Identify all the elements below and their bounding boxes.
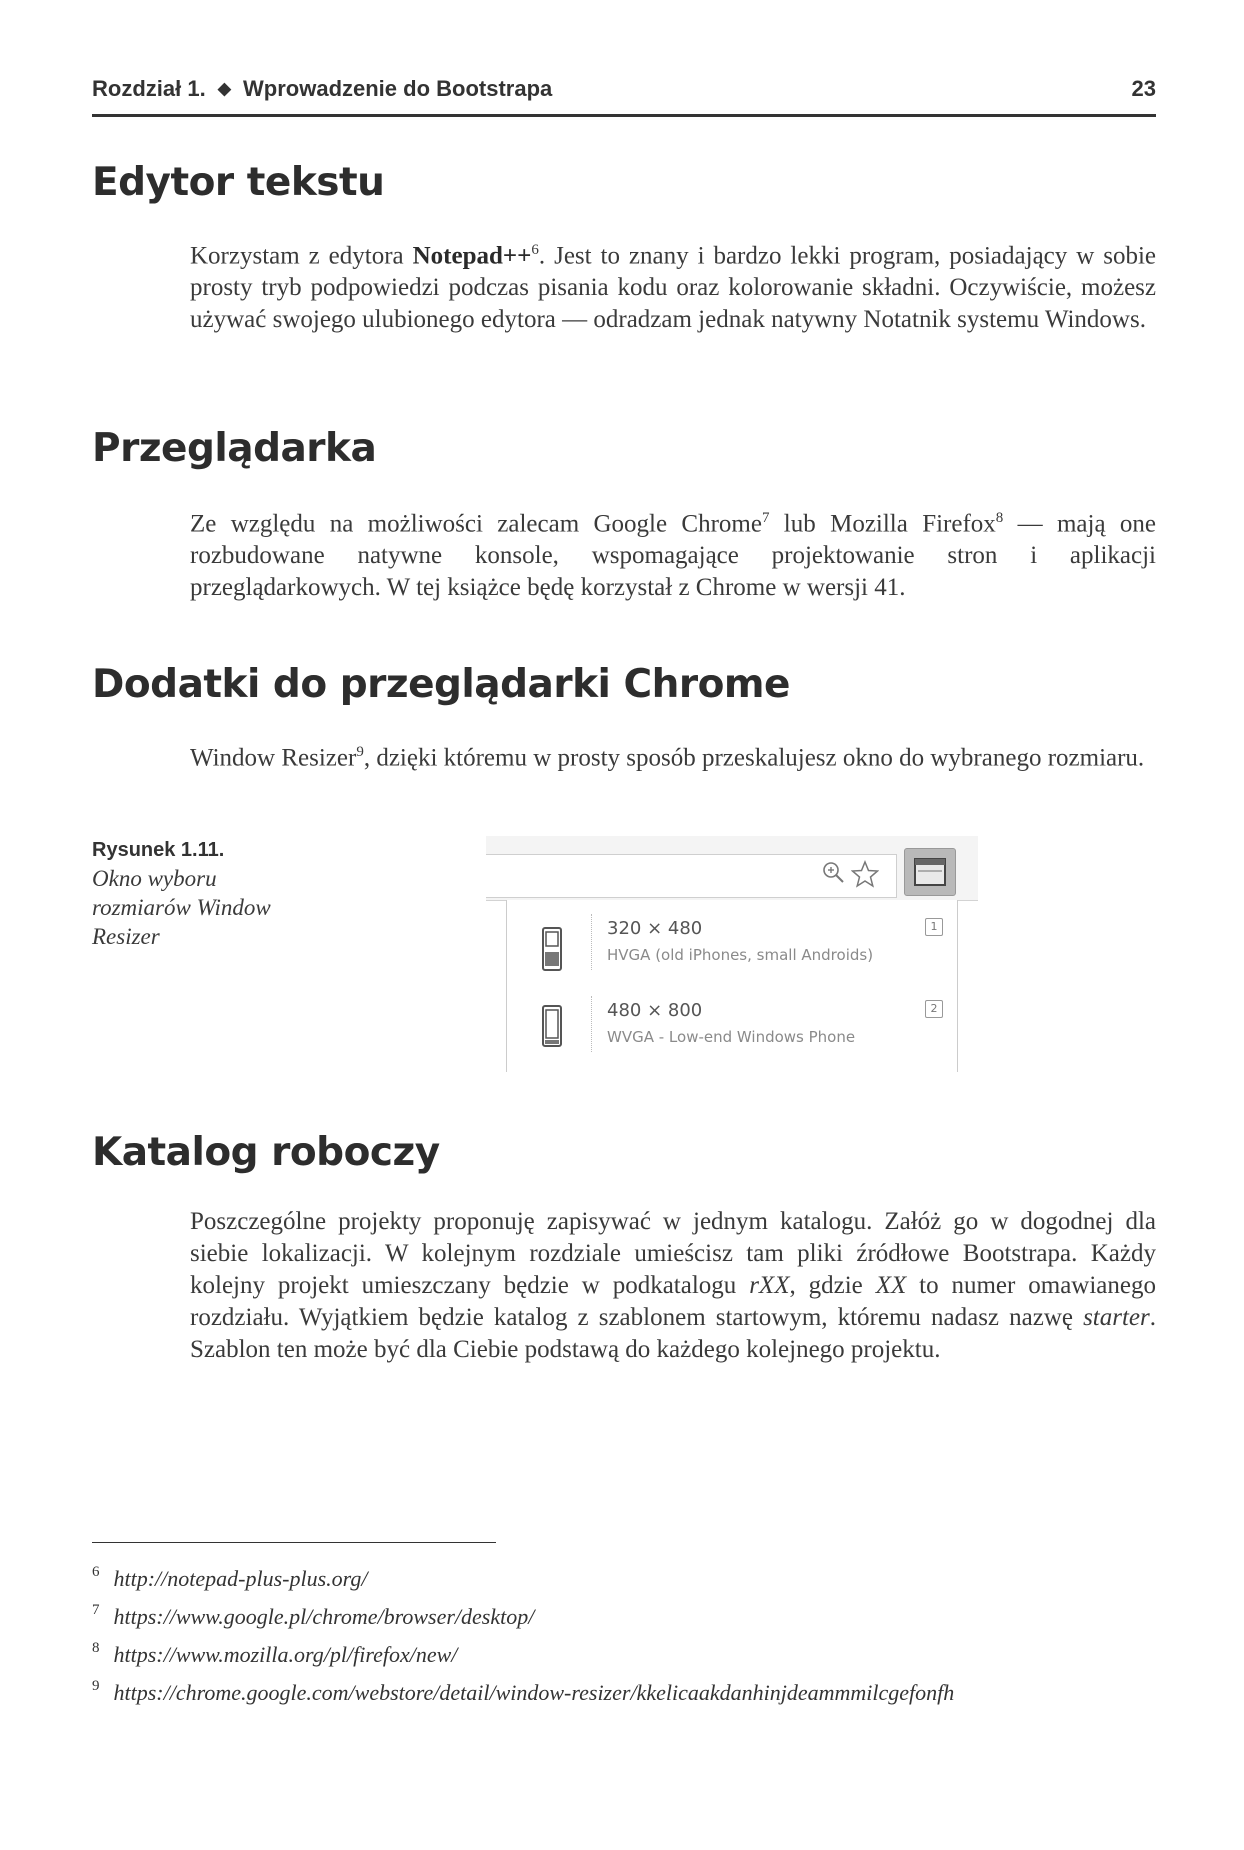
option-description: WVGA - Low-end Windows Phone — [607, 1028, 856, 1046]
starter-name: starter — [1083, 1304, 1150, 1331]
notepad-name: Notepad++ — [412, 242, 532, 270]
option-shortcut-key: 1 — [925, 918, 943, 936]
option-divider — [591, 996, 592, 1052]
chapter-number: Rozdział 1. — [92, 76, 206, 101]
section-heading-browser: Przeglądarka — [92, 426, 377, 471]
footnote-rule — [92, 1542, 496, 1543]
window-resizer-screenshot — [486, 836, 978, 1072]
window-resizer-icon[interactable] — [904, 848, 956, 896]
diamond-icon: ◆ — [217, 79, 231, 98]
footnote — [92, 1566, 368, 1592]
footnote-ref: 6 — [531, 242, 539, 258]
option-resolution[interactable]: 480 × 800 — [607, 1000, 703, 1021]
figure-caption — [92, 836, 292, 951]
footnote — [92, 1642, 457, 1668]
footnote-number: 8 — [92, 1640, 100, 1656]
footnote-number: 7 — [92, 1602, 100, 1618]
section-heading-editor: Edytor tekstu — [92, 160, 385, 205]
paragraph-addons: Window Resizer$^9$, dzięki któremu w prosty sposób przeskalujesz okno do wybranego rozmiaru. — [190, 744, 1145, 772]
option-divider — [591, 914, 592, 970]
figure-label: Rysunek 1.11. — [92, 839, 225, 861]
star-icon[interactable] — [851, 860, 879, 888]
page-number: 23 — [1131, 76, 1156, 101]
footnote-ref: 9 — [356, 744, 364, 760]
paragraph-workdir: Poszczególne projekty proponuję zapisywać w jednym katalogu. Załóż go w dogodnej dla siebie lokalizacji. W kolejnym rozdziale umieścisz tam pliki źródłowe Bootstrapa. Każdy kolejny projekt umieszczany będzie w podkatalogu rXX, gdzie XX to numer omawianego rozdziału. Wyjątkiem będzie katalog z szablonem startowym, któremu nadasz nazwę starter. Szablon ten może być dla Ciebie podstawą do każdego kolejnego projektu. — [190, 1208, 1156, 1363]
footnote — [92, 1680, 954, 1706]
smartphone-icon — [541, 1004, 563, 1048]
footnote-link[interactable]: http://notepad-plus-plus.org/ — [113, 1566, 368, 1591]
footnote-link[interactable]: https://chrome.google.com/webstore/detail/window-resizer/kkelicaakdanhinjdeammmilcgefonfh — [113, 1680, 955, 1705]
option-resolution[interactable]: 320 × 480 — [607, 918, 703, 939]
footnote-link[interactable]: https://www.mozilla.org/pl/firefox/new/ — [113, 1642, 458, 1667]
paragraph-browser: Ze względu na możliwości zalecam Google Chrome$^7$ lub Mozilla Firefox$^8$ — mają one rozbudowane natywne konsole, wspomagające projektowanie stron i aplikacji przeglądarkowych. W tej książce będę korzystał z Chrome w wersji 41. — [190, 510, 1156, 602]
option-shortcut-key: 2 — [925, 1000, 943, 1018]
footnote-ref: 8 — [995, 510, 1004, 526]
option-description: HVGA (old iPhones, small Androids) — [607, 946, 874, 964]
chapter-title: Wprowadzenie do Bootstrapa — [243, 76, 553, 101]
footnote-link[interactable]: https://www.google.pl/chrome/browser/desktop/ — [113, 1604, 535, 1629]
running-header — [92, 76, 1156, 117]
figure-caption-text: Okno wyboru rozmiarów Window Resizer — [92, 866, 271, 949]
dir-placeholder: XX — [875, 1272, 907, 1299]
dir-name: rXX — [749, 1272, 790, 1299]
section-heading-addons: Dodatki do przeglądarki Chrome — [92, 662, 790, 707]
footnote-number: 9 — [92, 1678, 100, 1694]
resizer-popup — [506, 900, 958, 1072]
paragraph-editor: Korzystam z edytora Notepad++$^6$. Jest to znany i bardzo lekki program, posiadający w sobie prosty tryb podpowiedzi podczas pisania kodu oraz kolorowanie składni. Oczywiście, możesz używać swojego ulubionego edytora — odradzam jednak natywny Notatnik systemu Windows. — [190, 242, 1156, 334]
phone-icon — [541, 926, 563, 972]
footnote-ref: 7 — [761, 510, 770, 526]
section-heading-workdir: Katalog roboczy — [92, 1130, 440, 1175]
header-chapter — [92, 76, 552, 102]
footnote — [92, 1604, 534, 1630]
zoom-icon[interactable] — [821, 860, 845, 884]
footnote-number: 6 — [92, 1564, 100, 1580]
